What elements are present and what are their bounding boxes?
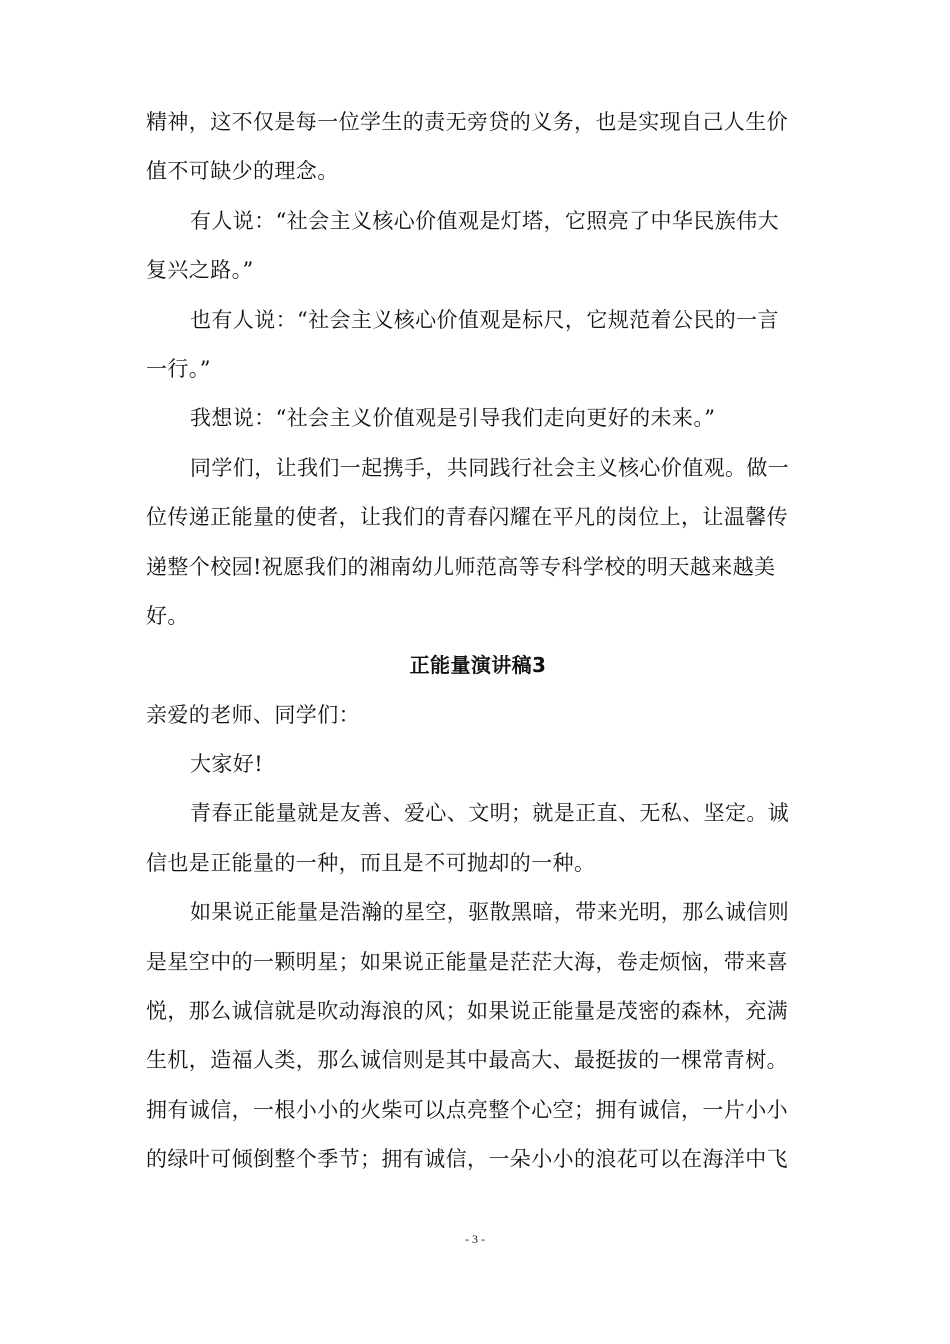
paragraph-line: 悦，那么诚信就是吹动海浪的风；如果说正能量是茂密的森林，充满 [146,999,788,1024]
section-heading: 正能量演讲稿3 [409,653,547,678]
paragraph-line: 青春正能量就是友善、爱心、文明；就是正直、无私、坚定。诚 [190,801,790,826]
paragraph-line: 位传递正能量的使者，让我们的青春闪耀在平凡的岗位上，让温馨传 [146,505,788,530]
paragraph-line: 我想说：“社会主义价值观是引导我们走向更好的未来。” [190,406,716,431]
salutation: 亲爱的老师、同学们： [146,702,360,727]
paragraph-line: 一行。” [146,356,211,381]
paragraph-line: 复兴之路。” [146,258,254,283]
paragraph-line: 有人说：“社会主义核心价值观是灯塔，它照亮了中华民族伟大 [190,208,779,233]
paragraph-line: 精神，这不仅是每一位学生的责无旁贷的义务，也是实现自己人生价 [146,110,788,134]
paragraph-line: 如果说正能量是浩瀚的星空，驱散黑暗，带来光明，那么诚信则 [190,900,790,925]
paragraph-line: 值不可缺少的理念。 [146,159,339,184]
paragraph-line: 的绿叶可倾倒整个季节；拥有诚信，一朵小小的浪花可以在海洋中飞 [146,1147,788,1172]
greeting: 大家好! [190,752,264,777]
page-number: - 3 - [465,1232,485,1246]
paragraph-line: 拥有诚信，一根小小的火柴可以点亮整个心空；拥有诚信，一片小小 [146,1097,788,1122]
paragraph-line: 好。 [146,603,189,628]
paragraph-line: 信也是正能量的一种，而且是不可抛却的一种。 [146,850,596,875]
paragraph-line: 递整个校园!祝愿我们的湘南幼儿师范高等专科学校的明天越来越美 [146,554,776,579]
paragraph-line: 是星空中的一颗明星；如果说正能量是茫茫大海，卷走烦恼，带来喜 [146,949,788,974]
paragraph-line: 也有人说：“社会主义核心价值观是标尺，它规范着公民的一言 [190,307,779,332]
document-body [146,98,810,1185]
paragraph-line: 生机，造福人类，那么诚信则是其中最高大、最挺拔的一棵常青树。 [146,1048,788,1073]
paragraph-line: 同学们，让我们一起携手，共同践行社会主义核心价值观。做一 [190,455,790,480]
